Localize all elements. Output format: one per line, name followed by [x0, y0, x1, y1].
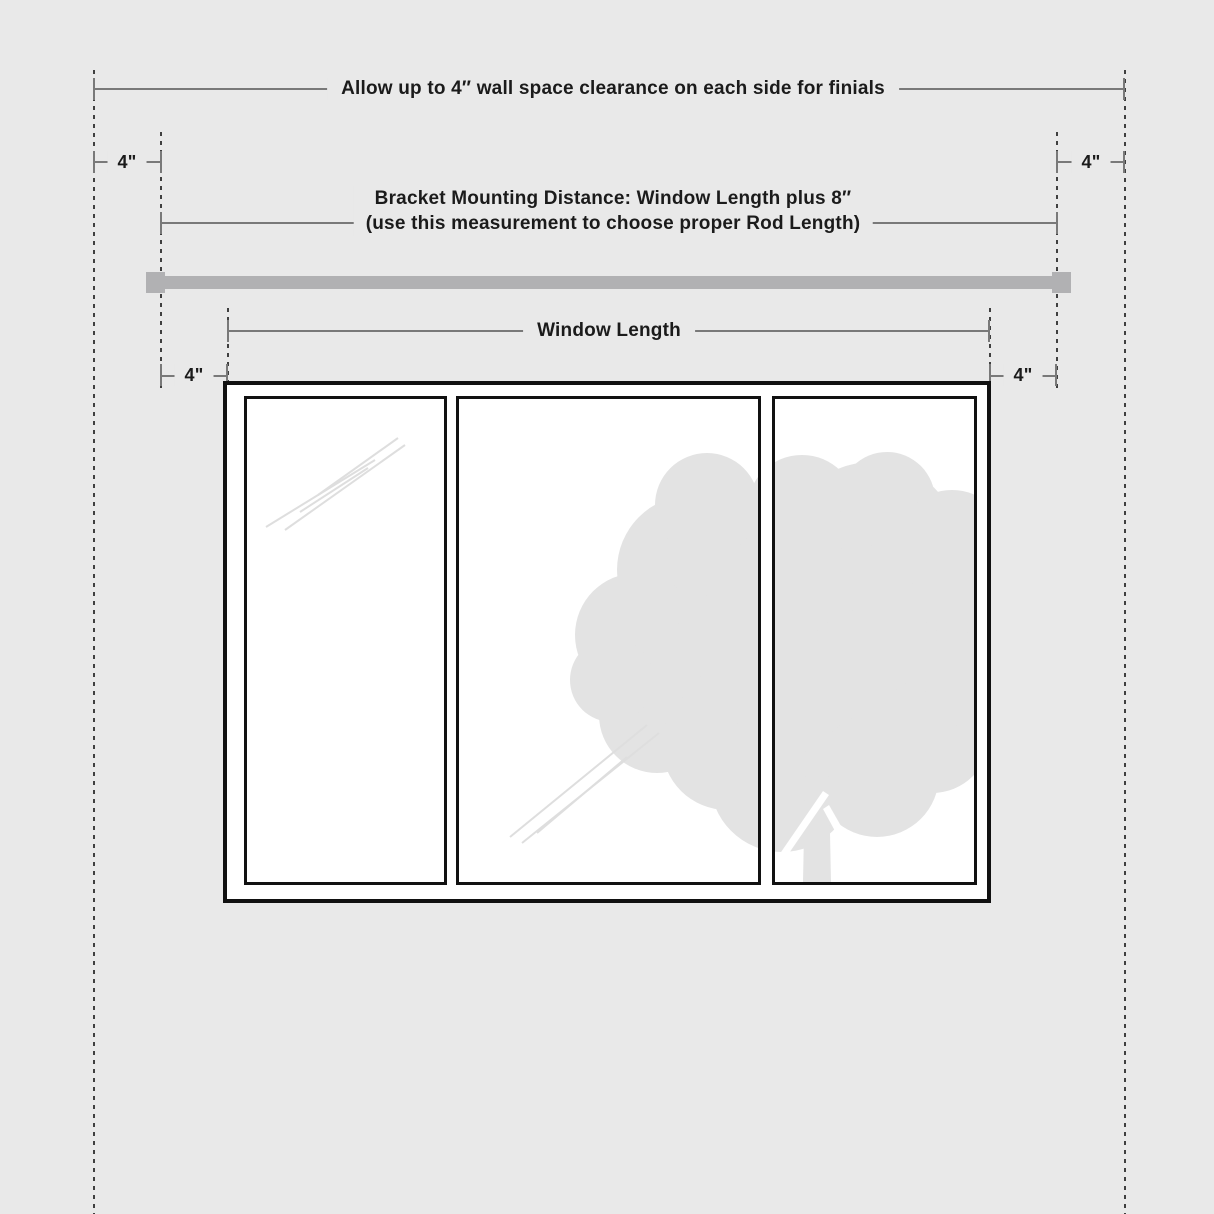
bracket-mounting-tick-left: [160, 212, 162, 234]
finial-clearance-right-tick-b: [1123, 151, 1125, 173]
finial-clearance-right-label: 4": [1072, 151, 1111, 173]
bracket-offset-left-tick-a: [160, 364, 162, 386]
window-length-tick-right: [988, 320, 990, 342]
window-pane-right: [772, 396, 977, 885]
finial-clearance-right-tick-a: [1056, 151, 1058, 173]
finial-clearance-left-label: 4": [108, 151, 147, 173]
bracket-mounting-note-line1: Bracket Mounting Distance: Window Length plus 8″: [374, 188, 852, 209]
curtain-rod-bracket-right: [1052, 272, 1071, 293]
curtain-rod-bar: [147, 276, 1071, 289]
clearance-tick-right: [1123, 78, 1125, 100]
window-pane-left: [244, 396, 447, 885]
finial-clearance-left-tick-a: [93, 151, 95, 173]
bracket-offset-right-label: 4": [1004, 364, 1043, 386]
wall-clearance-guide-right: [1124, 70, 1126, 1214]
bracket-mounting-note-line2: (use this measurement to choose proper Rod Length): [365, 213, 861, 234]
clearance-tick-left: [93, 78, 95, 100]
bracket-offset-left-label: 4": [175, 364, 214, 386]
clearance-label: Allow up to 4″ wall space clearance on each side for finials: [327, 78, 899, 100]
finial-clearance-left-tick-b: [160, 151, 162, 173]
bracket-offset-right-tick-b: [1055, 364, 1057, 386]
bracket-mounting-tick-right: [1056, 212, 1058, 234]
window-pane-middle: [456, 396, 761, 885]
window-length-tick-left: [227, 320, 229, 342]
curtain-rod-bracket-left: [146, 272, 165, 293]
wall-clearance-guide-left: [93, 70, 95, 1214]
bracket-mounting-note: [354, 186, 873, 236]
window: [223, 381, 991, 903]
window-length-label: Window Length: [523, 320, 695, 342]
